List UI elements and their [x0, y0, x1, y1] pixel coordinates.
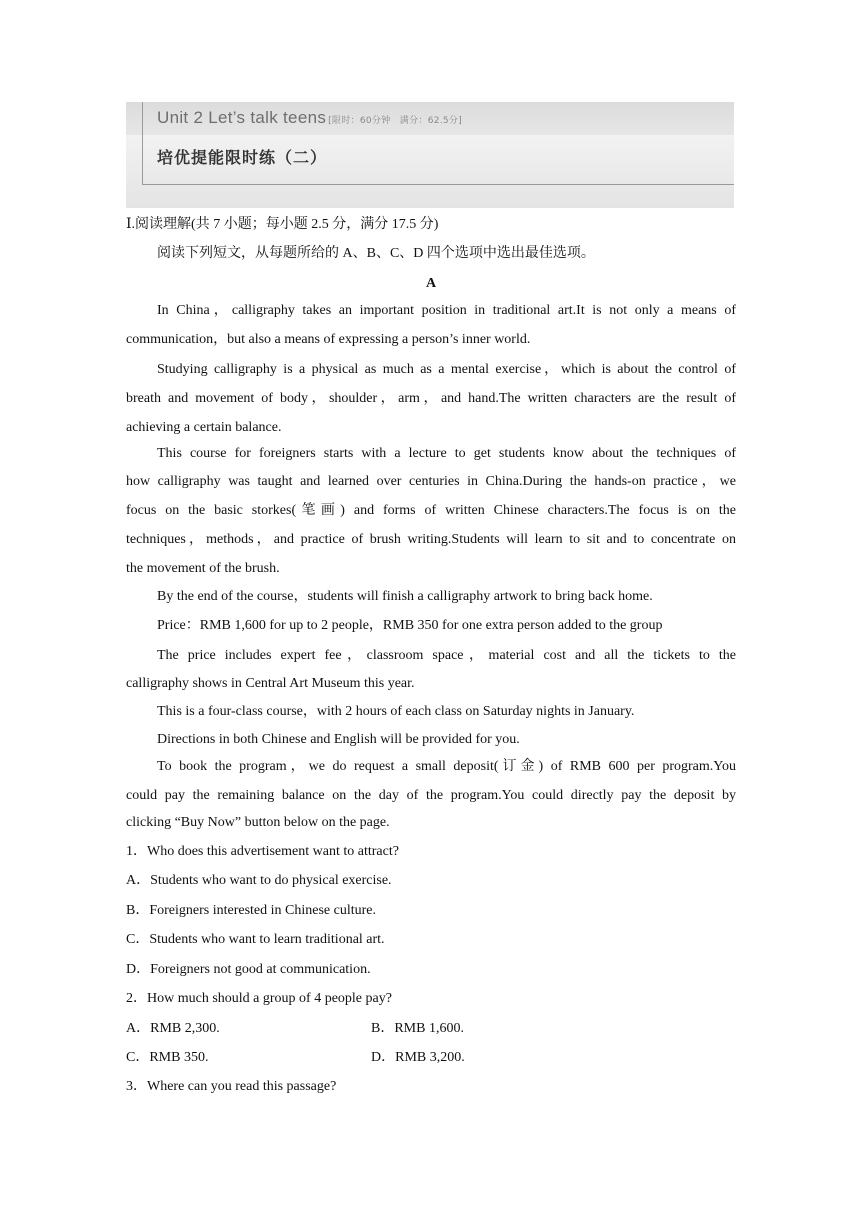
passage-line: communication，but also a means of expressing a person’s inner world. [126, 332, 531, 347]
passage-line: focus on the basic storkes(笔画) and forms of written Chinese characters.The focus is on the [126, 503, 736, 518]
passage-line: This course for foreigners starts with a lecture to get students know about the techniques of [157, 446, 736, 461]
question-2-option-a: A．RMB 2,300. [126, 1021, 220, 1036]
passage-line: the movement of the brush. [126, 561, 280, 576]
question-3-stem: 3．Where can you read this passage? [126, 1079, 337, 1094]
practice-title: 培优提能限时练（二） [157, 148, 328, 167]
passage-line: In China，calligraphy takes an important position in traditional art.It is not only a means of [157, 303, 736, 318]
question-1-option-c: C．Students who want to learn traditional art. [126, 932, 385, 947]
unit-title-text: Unit 2 Let’s talk teens [157, 108, 327, 127]
passage-line: Directions in both Chinese and English will be provided for you. [157, 732, 520, 747]
question-1-option-a: A．Students who want to do physical exercise. [126, 873, 392, 888]
passage-line: The price includes expert fee，classroom space，material cost and all the tickets to the [157, 648, 736, 663]
question-2-option-c: C．RMB 350. [126, 1050, 209, 1065]
unit-title [157, 108, 462, 128]
passage-line: To book the program，we do request a small deposit(订金) of RMB 600 per program.You [157, 759, 736, 774]
passage-line: how calligraphy was taught and learned over centuries in China.During the hands-on practice，we [126, 474, 736, 489]
question-2-stem: 2．How much should a group of 4 people pay? [126, 991, 392, 1006]
passage-line: By the end of the course，students will finish a calligraphy artwork to bring back home. [157, 589, 653, 604]
passage-line: could pay the remaining balance on the day of the program.You could directly pay the deposit by [126, 788, 736, 803]
passage-line: clicking “Buy Now” button below on the page. [126, 815, 390, 830]
passage-line: Price：RMB 1,600 for up to 2 people，RMB 350 for one extra person added to the group [157, 618, 663, 633]
section-instruction: 阅读下列短文，从每题所给的 A、B、C、D 四个选项中选出最佳选项。 [157, 246, 595, 261]
section-title: Ⅰ.阅读理解(共 7 小题；每小题 2.5 分，满分 17.5 分) [126, 217, 439, 232]
banner-divider-vertical [142, 102, 143, 184]
passage-line: This is a four-class course，with 2 hours of each class on Saturday nights in January. [157, 704, 635, 719]
passage-line: techniques，methods，and practice of brush writing.Students will learn to sit and to concentrate on [126, 532, 736, 547]
passage-line: achieving a certain balance. [126, 420, 282, 435]
question-1-option-d: D．Foreigners not good at communication. [126, 962, 371, 977]
unit-banner [126, 102, 734, 208]
question-1-stem: 1．Who does this advertisement want to attract? [126, 844, 399, 859]
unit-time-score: [限时：60分钟 满分：62.5分] [328, 116, 463, 126]
question-1-option-b: B．Foreigners interested in Chinese culture. [126, 903, 376, 918]
banner-divider-horizontal [142, 184, 734, 185]
question-2-option-b: B．RMB 1,600. [371, 1021, 464, 1036]
passage-line: breath and movement of body，shoulder，arm，and hand.The written characters are the result of [126, 391, 736, 406]
passage-label: A [425, 276, 437, 291]
question-2-option-d: D．RMB 3,200. [371, 1050, 465, 1065]
passage-line: calligraphy shows in Central Art Museum this year. [126, 676, 415, 691]
passage-line: Studying calligraphy is a physical as much as a mental exercise，which is about the control of [157, 362, 736, 377]
